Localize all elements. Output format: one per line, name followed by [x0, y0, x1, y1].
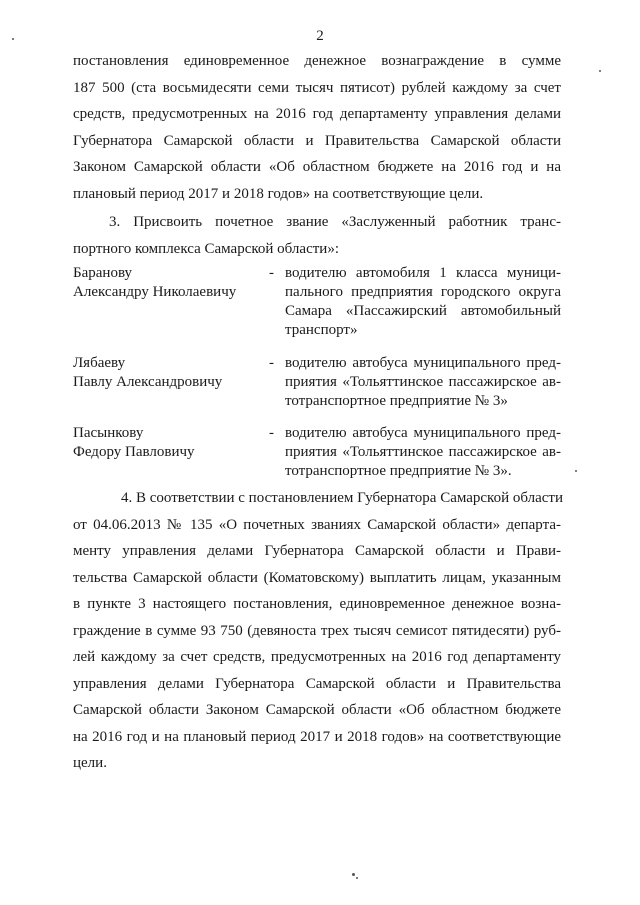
scan-speck [356, 877, 358, 879]
text-line: от 04.06.2013 № 135 «О почетных званиях Самарской области» департа- [73, 516, 561, 533]
text-line: управления делами Губернатора Самарской области и Правительства [73, 675, 561, 692]
text-line: средств, предусмотренных на 2016 год департаменту управления делами [73, 106, 561, 122]
text-line: плановый период 2017 и 2018 годов» на соответствующие цели. [73, 185, 484, 202]
awardee-name: Лябаеву Павлу Александровичу [73, 355, 223, 390]
text-line: Губернатора Самарской области и Правительства Самарской области [73, 132, 561, 149]
scan-speck [12, 38, 14, 40]
text-line: тельства Самарской области (Коматовскому) выплатить лицам, указанным [73, 569, 561, 586]
scan-speck [599, 70, 601, 72]
text-line: 187 500 (ста восьмидесяти семи тысяч пятисот) рублей каждому за счет [73, 79, 561, 96]
awardee-name: Баранову Александру Николаевичу [73, 265, 237, 300]
text-line: портного комплекса Самарской области»: [73, 240, 339, 257]
text-line: на 2016 год и на плановый период 2017 и 2018 годов» на соответствующие [73, 728, 561, 745]
dash-separator: - [269, 265, 274, 281]
awardee-name: Пасынкову Федору Павловичу [73, 425, 195, 460]
scan-speck [352, 873, 355, 876]
paragraph-item-4 [73, 485, 564, 777]
dash-separator: - [269, 355, 274, 371]
awardee-description: водителю автобуса муниципального пред- приятия «Тольяттинское пассажирское ав- тотранспортное предприятие № 3» [285, 355, 561, 409]
text-line: постановления единовременное денежное вознаграждение в сумме [73, 53, 561, 69]
paragraph-item-3 [73, 209, 561, 262]
text-line: 3. Присвоить почетное звание «Заслуженный работник транс- [109, 214, 561, 230]
text-line: Самарской области Законом Самарской области «Об областном бюджете [73, 702, 561, 718]
dash-separator: - [269, 425, 274, 441]
text-line: в пункте 3 настоящего постановления, единовременное денежное возна- [73, 596, 561, 612]
page-number: 2 [316, 28, 324, 44]
text-line: Законом Самарской области «Об областном бюджете на 2016 год и на [73, 159, 561, 175]
text-line: цели. [73, 755, 107, 771]
awardee-description: водителю автобуса муниципального пред- приятия «Тольяттинское пассажирское ав- тотранспортное предприятие № 3». [285, 425, 561, 479]
text-line: менту управления делами Губернатора Самарской области и Прави- [73, 543, 561, 559]
text-line: 4. В соответствии с постановлением Губернатора Самарской области [121, 490, 564, 506]
text-line: лей каждому за счет средств, предусмотренных на 2016 год департаменту [73, 649, 561, 665]
scan-speck [575, 470, 577, 472]
text-line: граждение в сумме 93 750 (девяноста трех тысяч семисот пятидесяти) руб- [73, 622, 561, 639]
paragraph-award-1 [73, 48, 561, 207]
awardee-description: водителю автомобиля 1 класса муници- пального предприятия городского округа Самара «Пассажирский автомобильный транспорт» [285, 265, 561, 338]
